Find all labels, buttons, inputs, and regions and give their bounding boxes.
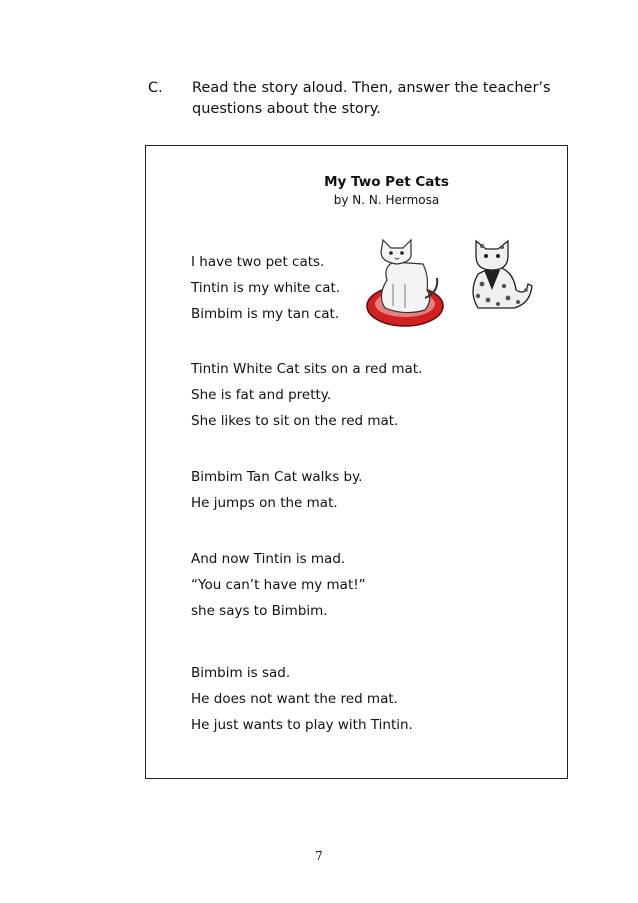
instruction-text: Read the story aloud. Then, answer the teacher’s questions about the story. — [192, 80, 551, 117]
story-line: Tintin is my white cat. — [191, 280, 341, 296]
story-line: I have two pet cats. — [191, 254, 325, 270]
instruction — [148, 78, 568, 120]
story-line: She likes to sit on the red mat. — [191, 413, 399, 429]
instruction-letter: C. — [148, 80, 163, 96]
story-line: Bimbim is my tan cat. — [191, 306, 340, 322]
stanza-4 — [191, 546, 366, 624]
story-line: she says to Bimbim. — [191, 603, 328, 619]
story-line: “You can’t have my mat!” — [191, 577, 366, 593]
story-line: He does not want the red mat. — [191, 691, 398, 707]
story-box — [145, 145, 568, 779]
stanza-2 — [191, 356, 422, 434]
white-cat-on-red-mat-illustration — [363, 238, 445, 330]
white-cat-icon — [381, 240, 437, 313]
story-line: He just wants to play with Tintin. — [191, 717, 413, 733]
story-line: And now Tintin is mad. — [191, 551, 346, 567]
story-author: by N. N. Hermosa — [333, 193, 440, 207]
story-line: Bimbim is sad. — [191, 665, 291, 681]
page-number: 7 — [315, 849, 323, 863]
story-line: He jumps on the mat. — [191, 495, 338, 511]
story-title: My Two Pet Cats — [324, 174, 449, 190]
story-line: Bimbim Tan Cat walks by. — [191, 469, 363, 485]
stanza-5 — [191, 660, 413, 738]
story-line: Tintin White Cat sits on a red mat. — [191, 361, 423, 377]
stanza-3 — [191, 464, 362, 516]
stanza-1 — [191, 249, 340, 327]
spotted-cat-illustration — [464, 238, 534, 312]
tan-cat-icon — [473, 241, 532, 308]
story-line: She is fat and pretty. — [191, 387, 332, 403]
